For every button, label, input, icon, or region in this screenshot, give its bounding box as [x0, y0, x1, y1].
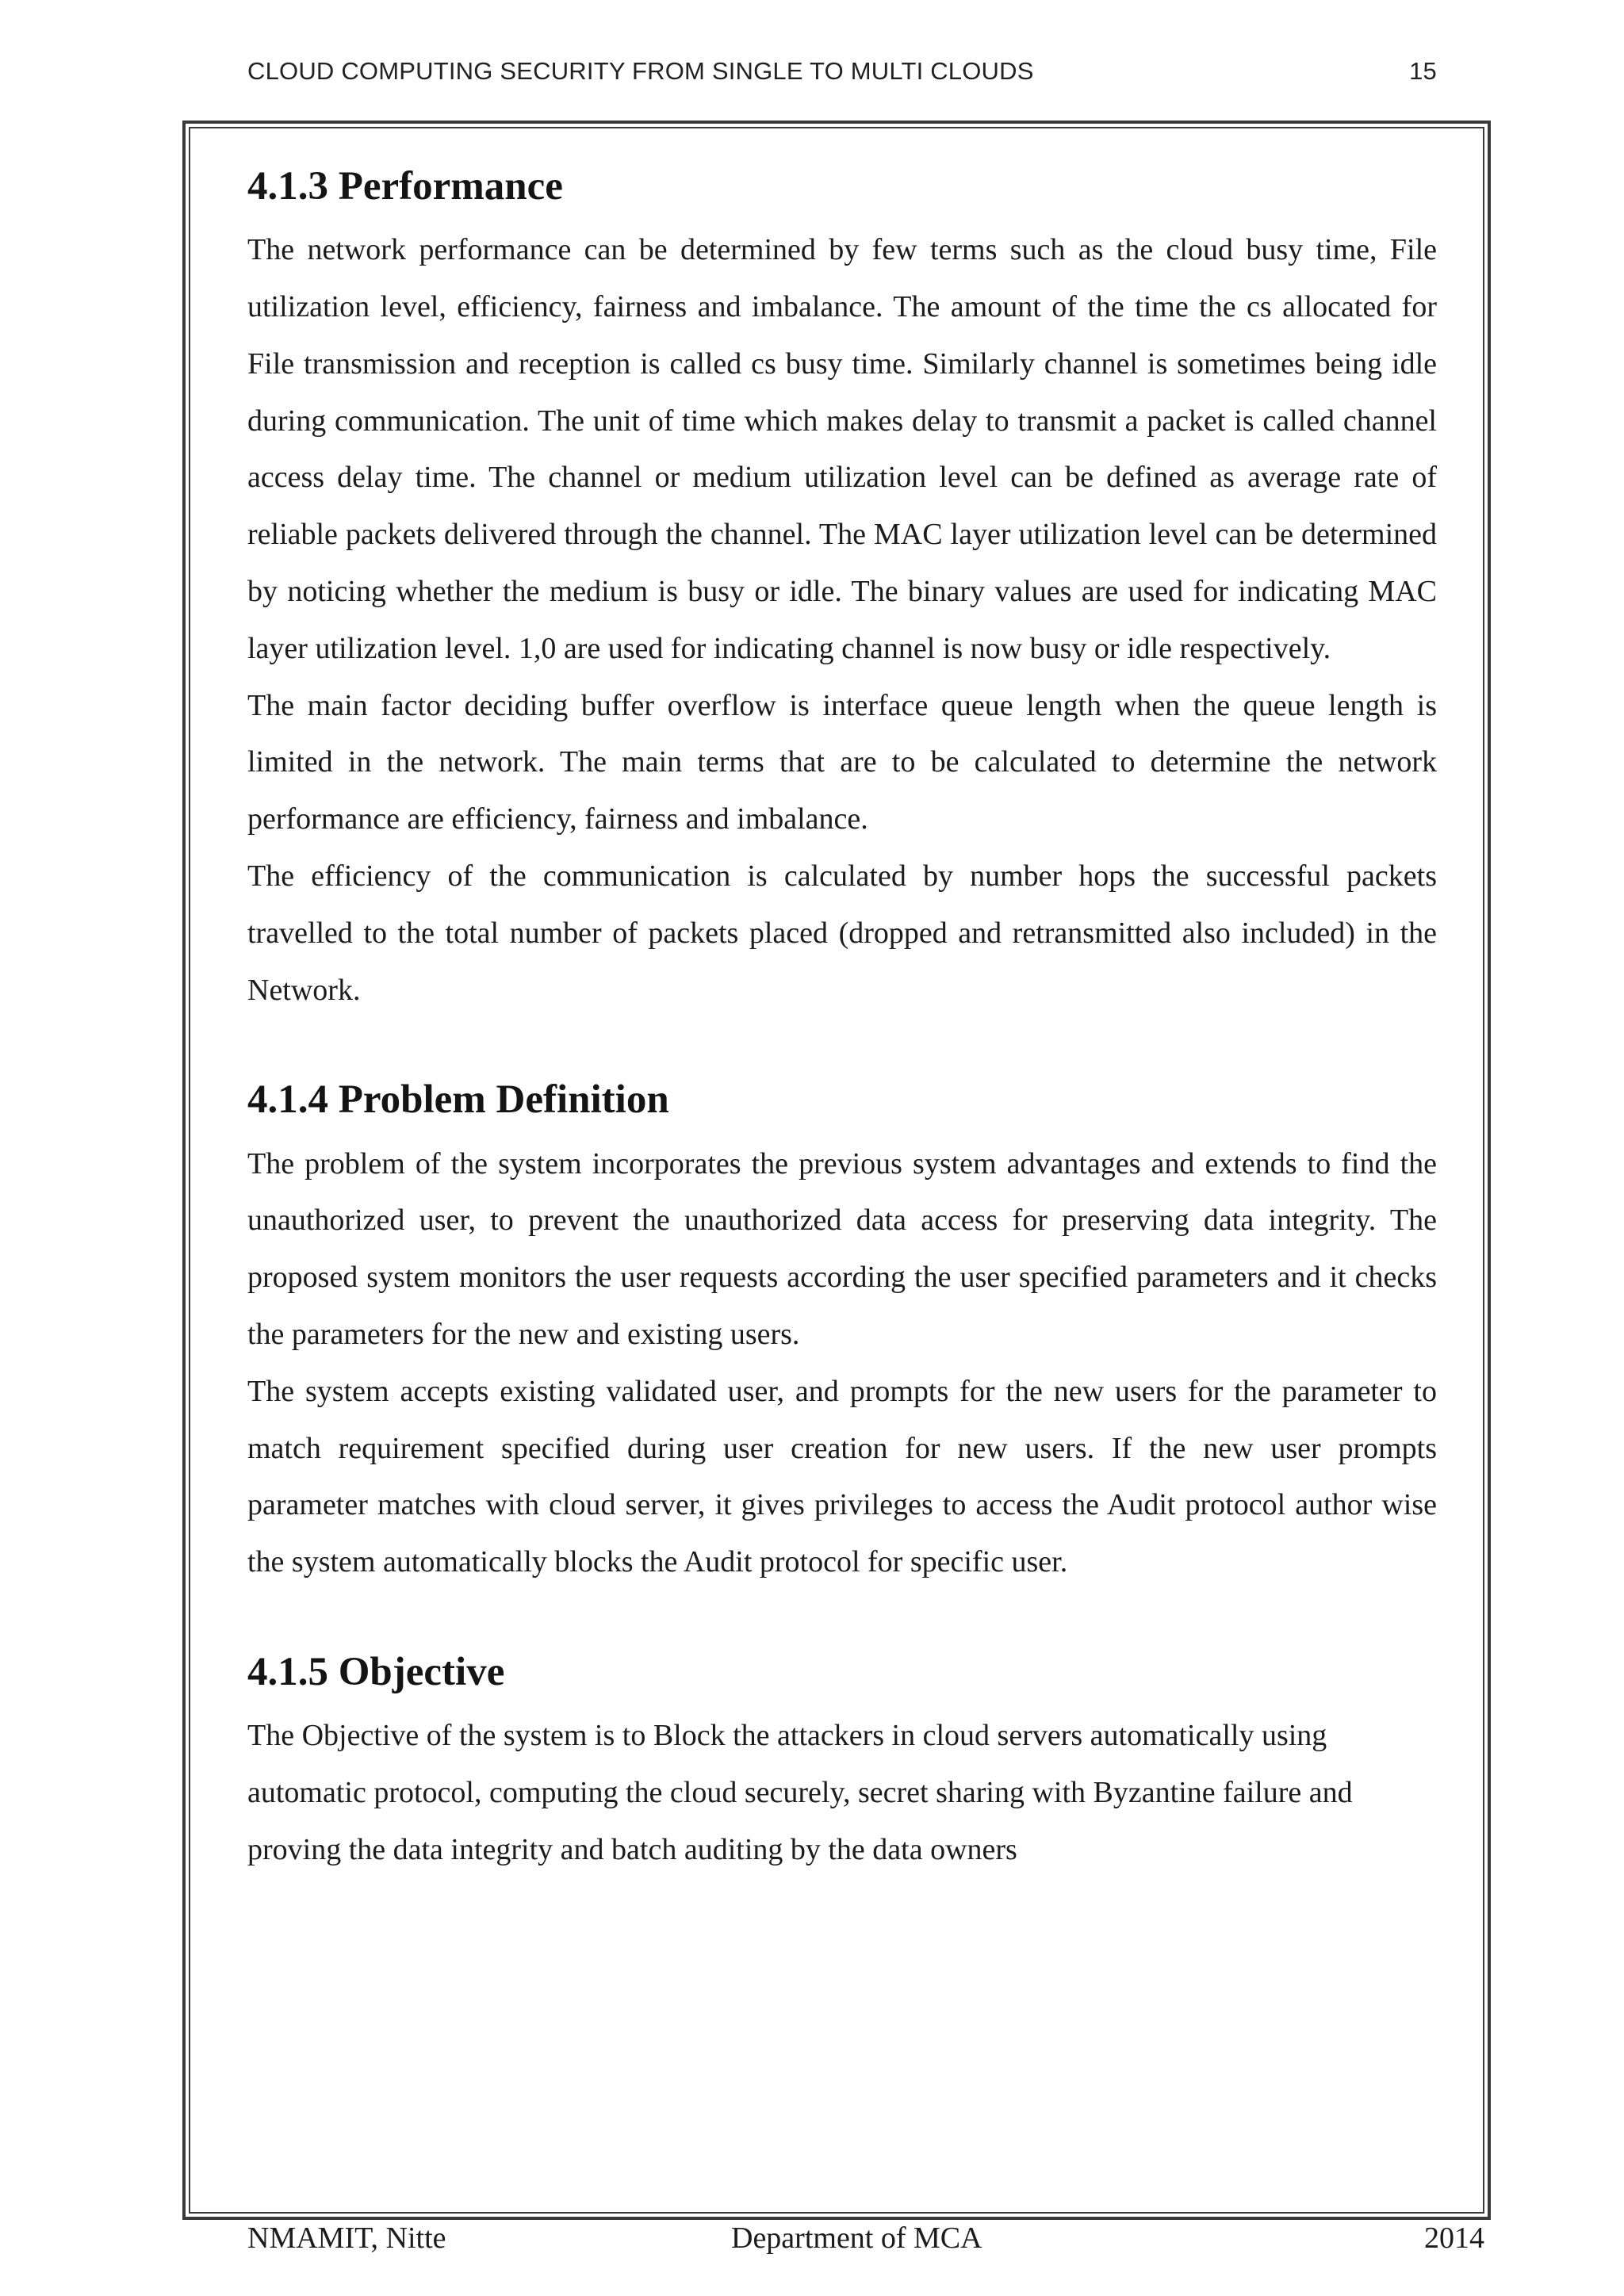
header-title: CLOUD COMPUTING SECURITY FROM SINGLE TO MULTI CLOUDS [247, 57, 1034, 85]
body-paragraph: The main factor deciding buffer overflow is interface queue length when the queue length is limited in the network. The main terms that are to be calculated to determine the network performance are efficiency, fairness and imbalance. [247, 688, 1437, 836]
body-paragraph: The efficiency of the communication is calculated by number hops the successful packets travelled to the total number of packets placed (dropped and retransmitted also included) in the Network. [247, 859, 1437, 1007]
section-problem-definition [247, 1076, 1437, 1591]
page-content [247, 163, 1437, 1935]
section-objective [247, 1648, 1437, 1879]
footer-year: 2014 [1424, 2221, 1484, 2255]
body-paragraph: The problem of the system incorporates the previous system advantages and extends to find the unauthorized user, to prevent the unauthorized data access for preserving data integrity. The proposed system monitors the user requests according the user specified parameters and it checks the parameters for the new and existing users. [247, 1146, 1437, 1351]
body-paragraph: The system accepts existing validated user, and prompts for the new users for the parameter to match requirement specified during user creation for new users. If the new user prompts parameter matches with cloud server, it gives privileges to access the Audit protocol author wise the system automatically blocks the Audit protocol for specific user. [247, 1374, 1437, 1579]
page-number: 15 [1409, 57, 1437, 85]
section-heading: 4.1.5 Objective [247, 1649, 505, 1694]
running-header [247, 57, 1437, 97]
footer-department: Department of MCA [731, 2221, 982, 2255]
section-heading: 4.1.3 Performance [247, 164, 563, 209]
footer-institution: NMAMIT, Nitte [247, 2221, 446, 2255]
body-paragraph: The Objective of the system is to Block the attackers in cloud servers automatically using automatic protocol, computing the cloud securely, secret sharing with Byzantine failure and proving the data integrity and batch auditing by the data owners [247, 1719, 1353, 1866]
section-heading: 4.1.4 Problem Definition [247, 1077, 669, 1123]
body-paragraph: The network performance can be determined by few terms such as the cloud busy time, File utilization level, efficiency, fairness and imbalance. The amount of the time the cs allocated for File transmission and reception is called cs busy time. Similarly channel is sometimes being idle during communication. The unit of time which makes delay to transmit a packet is called channel access delay time. The channel or medium utilization level can be defined as average rate of reliable packets delivered through the channel. The MAC layer utilization level can be determined by noticing whether the medium is busy or idle. The binary values are used for indicating MAC layer utilization level. 1,0 are used for indicating channel is now busy or idle respectively. [247, 233, 1437, 665]
running-footer [247, 2221, 1484, 2268]
section-performance [247, 163, 1437, 1019]
